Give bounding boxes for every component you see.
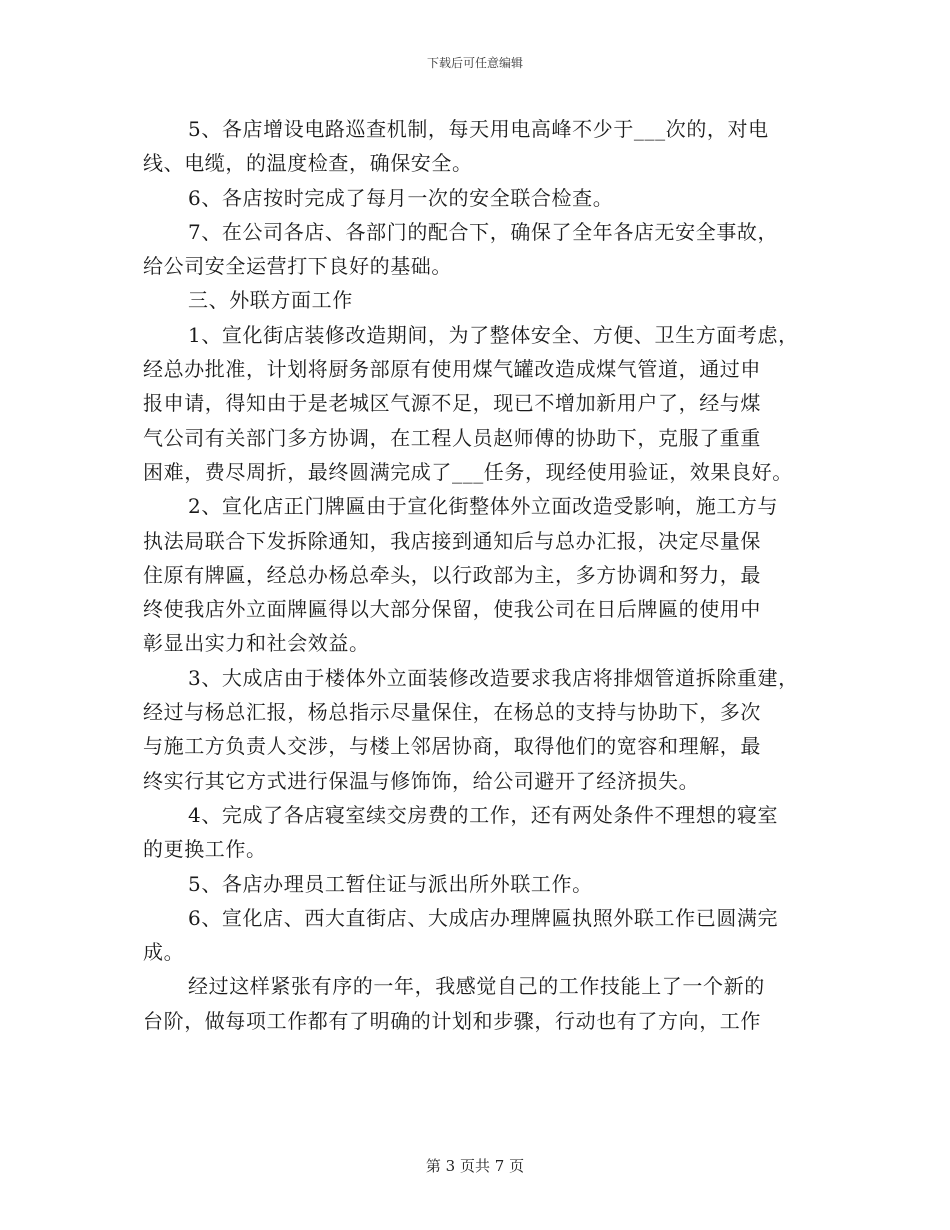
text-line: 三、外联方面工作	[188, 288, 353, 313]
document-body	[143, 112, 815, 1038]
text-line: 6、宣化店、西大直街店、大成店办理牌匾执照外联工作已圆满完	[188, 905, 779, 930]
text-line: 给公司安全运营打下良好的基础。	[143, 254, 452, 279]
text-line: 困难，费尽周折，最终圆满完成了___任务，现经使用验证，效果良好。	[143, 459, 793, 484]
text-line: 气公司有关部门多方协调，在工程人员赵师傅的协助下，克服了重重	[143, 425, 761, 450]
text-line: 7、在公司各店、各部门的配合下，确保了全年各店无安全事故，	[188, 219, 779, 244]
text-line: 线、电缆，的温度检查，确保安全。	[143, 151, 473, 176]
text-line: 6、各店按时完成了每月一次的安全联合检查。	[188, 185, 614, 210]
text-line: 成。	[143, 940, 185, 965]
text-line: 报申请，得知由于是老城区气源不足，现已不增加新用户了，经与煤	[143, 391, 761, 416]
text-line: 终使我店外立面牌匾得以大部分保留，使我公司在日后牌匾的使用中	[143, 597, 761, 622]
text-line: 住原有牌匾，经总办杨总牵头，以行政部为主，多方协调和努力，最	[143, 562, 761, 587]
text-line: 的更换工作。	[143, 837, 267, 862]
page-header: 下载后可任意编辑	[426, 56, 523, 70]
text-line: 5、各店办理员工暂住证与派出所外联工作。	[188, 871, 593, 896]
text-line: 经过这样紧张有序的一年，我感觉自己的工作技能上了一个新的	[188, 974, 765, 999]
text-line: 经过与杨总汇报，杨总指示尽量保住，在杨总的支持与协助下，多次	[143, 700, 761, 725]
text-line: 3、大成店由于楼体外立面装修改造要求我店将排烟管道拆除重建，	[188, 665, 799, 690]
text-line: 彰显出实力和社会效益。	[143, 631, 370, 656]
text-line: 4、完成了各店寝室续交房费的工作，还有两处条件不理想的寝室	[188, 802, 779, 827]
text-line: 2、宣化店正门牌匾由于宣化街整体外立面改造受影响，施工方与	[188, 494, 779, 519]
text-line: 台阶，做每项工作都有了明确的计划和步骤，行动也有了方向，工作	[143, 1008, 761, 1033]
text-line: 1、宣化街店装修改造期间，为了整体安全、方便、卫生方面考虑，	[188, 322, 799, 347]
text-line: 5、各店增设电路巡查机制，每天用电高峰不少于___次的，对电	[188, 117, 769, 141]
text-line: 执法局联合下发拆除通知，我店接到通知后与总办汇报，决定尽量保	[143, 528, 761, 553]
page-footer: 第 3 页共 7 页	[425, 1157, 525, 1175]
text-line: 与施工方负责人交涉，与楼上邻居协商，取得他们的宽容和理解，最	[143, 734, 761, 759]
text-line: 经总办批准，计划将厨务部原有使用煤气罐改造成煤气管道，通过申	[143, 357, 761, 382]
text-line: 终实行其它方式进行保温与修饰饰，给公司避开了经济损失。	[143, 768, 700, 793]
